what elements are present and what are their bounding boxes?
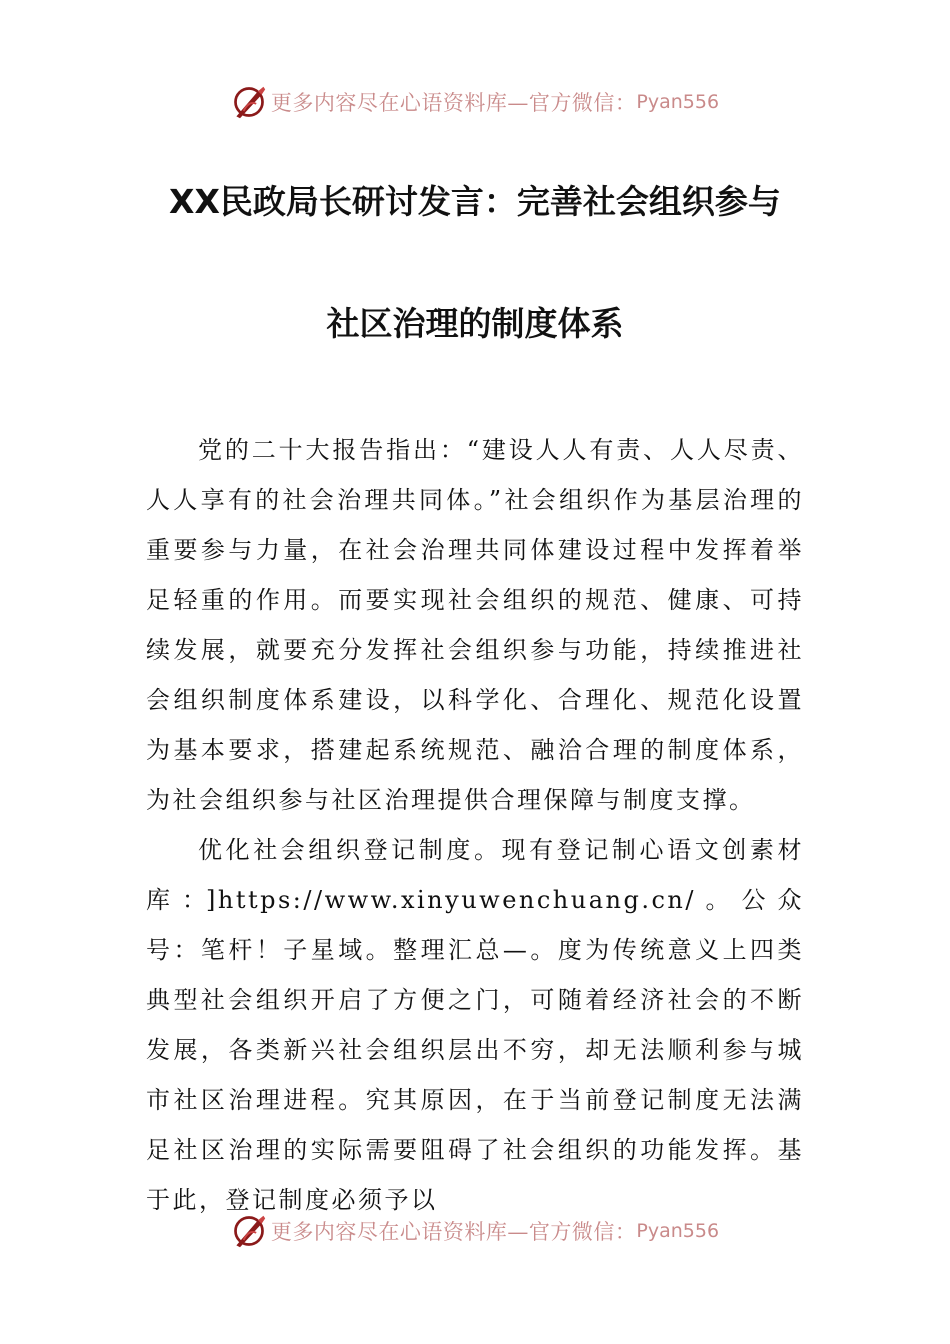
body-paragraph: 党的二十大报告指出：“建设人人有责、人人尽责、人人享有的社会治理共同体。”社会组织作为基层治理的重要参与力量，在社会治理共同体建设过程中发挥着举足轻重的作用。而要实现社会组织的规范、健康、可持续发展，就要充分发挥社会组织参与功能，持续推进社会组织制度体系建设，以科学化、合理化、规范化设置为基本要求，搭建起系统规范、融洽合理的制度体系，为社会组织参与社区治理提供合理保障与制度支撑。 [146,436,804,814]
banner-wechat-id: Pyan556 [636,91,720,113]
banner-wechat-id: Pyan556 [636,1220,720,1242]
pen-logo-icon [231,84,267,120]
pen-logo-icon [231,1213,267,1249]
banner-text: 更多内容尽在心语资料库—官方微信： [270,1220,637,1244]
document-title-line-1: XX民政局长研讨发言：完善社会组织参与 [169,182,781,221]
footer-watermark-banner [0,1211,950,1251]
body-paragraph: 优化社会组织登记制度。现有登记制心语文创素材库：]https://www.xinyuwenchuang.cn/。公众号：笔杆！子星域。整理汇总—。度为传统意义上四类典型社会组织开启了方便之门，可随着经济社会的不断发展，各类新兴社会组织层出不穷，却无法顺利参与城市社区治理进程。究其原因，在于当前登记制度无法满足社区治理的实际需要阻碍了社会组织的功能发挥。基于此，登记制度必须予以 [146,836,804,1214]
banner-text: 更多内容尽在心语资料库—官方微信： [270,91,637,115]
header-watermark-banner [0,82,950,122]
document-title-line-2: 社区治理的制度体系 [326,304,624,343]
